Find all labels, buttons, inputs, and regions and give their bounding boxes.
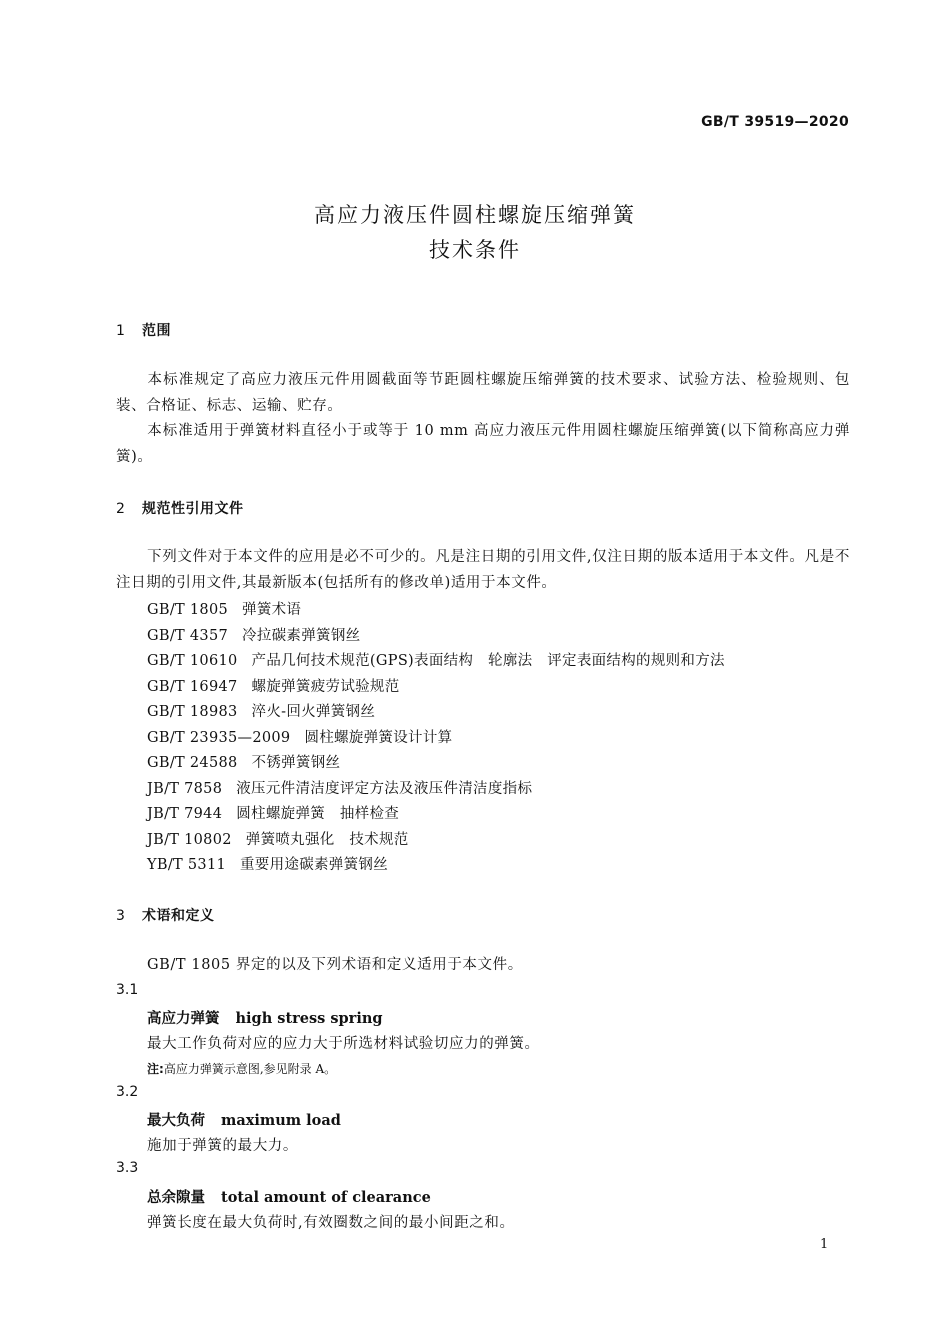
section-title: 术语和定义 xyxy=(142,908,215,924)
term-number: 3.1 xyxy=(116,982,139,998)
section-1-heading xyxy=(116,320,171,340)
reference-item: GB/T 24588 不锈弹簧钢丝 xyxy=(147,755,341,771)
page-number: 1 xyxy=(820,1237,829,1252)
section-3-heading xyxy=(116,905,215,925)
term-number: 3.2 xyxy=(116,1084,139,1100)
section-1-paragraph-2: 本标准适用于弹簧材料直径小于或等于 10 mm 高应力液压元件用圆柱螺旋压缩弹簧(以下简称高应力弹簧)。 xyxy=(116,423,850,465)
document-title-line1: 高应力液压件圆柱螺旋压缩弹簧 xyxy=(314,203,636,227)
reference-item: JB/T 10802 弹簧喷丸强化 技术规范 xyxy=(147,832,409,848)
term-definition: 施加于弹簧的最大力。 xyxy=(147,1138,298,1154)
reference-item: GB/T 10610 产品几何技术规范(GPS)表面结构 轮廓法 评定表面结构的规则和方法 xyxy=(147,653,725,669)
section-1-paragraph-1: 本标准规定了高应力液压元件用圆截面等节距圆柱螺旋压缩弹簧的技术要求、试验方法、检验规则、包装、合格证、标志、运输、贮存。 xyxy=(116,372,850,414)
term-definition: 最大工作负荷对应的应力大于所选材料试验切应力的弹簧。 xyxy=(147,1036,540,1052)
term-heading: 总余隙量 total amount of clearance xyxy=(147,1189,431,1206)
section-2-heading xyxy=(116,498,244,518)
term-heading: 高应力弹簧 high stress spring xyxy=(147,1010,383,1027)
document-title-line2: 技术条件 xyxy=(429,238,521,262)
section-title: 范围 xyxy=(142,323,171,339)
reference-item: YB/T 5311 重要用途碳素弹簧钢丝 xyxy=(147,857,388,873)
reference-item: GB/T 1805 弹簧术语 xyxy=(147,602,302,618)
reference-item: JB/T 7858 液压元件清洁度评定方法及液压件清洁度指标 xyxy=(147,781,533,797)
section-2-paragraph-1: 下列文件对于本文件的应用是必不可少的。凡是注日期的引用文件,仅注日期的版本适用于本文件。凡是不注日期的引用文件,其最新版本(包括所有的修改单)适用于本文件。 xyxy=(116,549,850,591)
section-number: 1 xyxy=(116,323,126,339)
term-note: 注:高应力弹簧示意图,参见附录 A。 xyxy=(147,1062,337,1076)
section-title: 规范性引用文件 xyxy=(142,501,244,517)
section-number: 2 xyxy=(116,501,126,517)
reference-item: GB/T 18983 淬火-回火弹簧钢丝 xyxy=(147,704,376,720)
reference-item: GB/T 23935—2009 圆柱螺旋弹簧设计计算 xyxy=(147,730,453,746)
term-definition: 弹簧长度在最大负荷时,有效圈数之间的最小间距之和。 xyxy=(147,1215,515,1231)
section-number: 3 xyxy=(116,908,126,924)
term-heading: 最大负荷 maximum load xyxy=(147,1112,341,1129)
standard-code: GB/T 39519—2020 xyxy=(701,114,849,130)
term-number: 3.3 xyxy=(116,1160,139,1176)
section-3-paragraph-1: GB/T 1805 界定的以及下列术语和定义适用于本文件。 xyxy=(147,957,523,973)
reference-item: GB/T 4357 冷拉碳素弹簧钢丝 xyxy=(147,628,361,644)
reference-item: GB/T 16947 螺旋弹簧疲劳试验规范 xyxy=(147,679,400,695)
reference-item: JB/T 7944 圆柱螺旋弹簧 抽样检查 xyxy=(147,806,400,822)
